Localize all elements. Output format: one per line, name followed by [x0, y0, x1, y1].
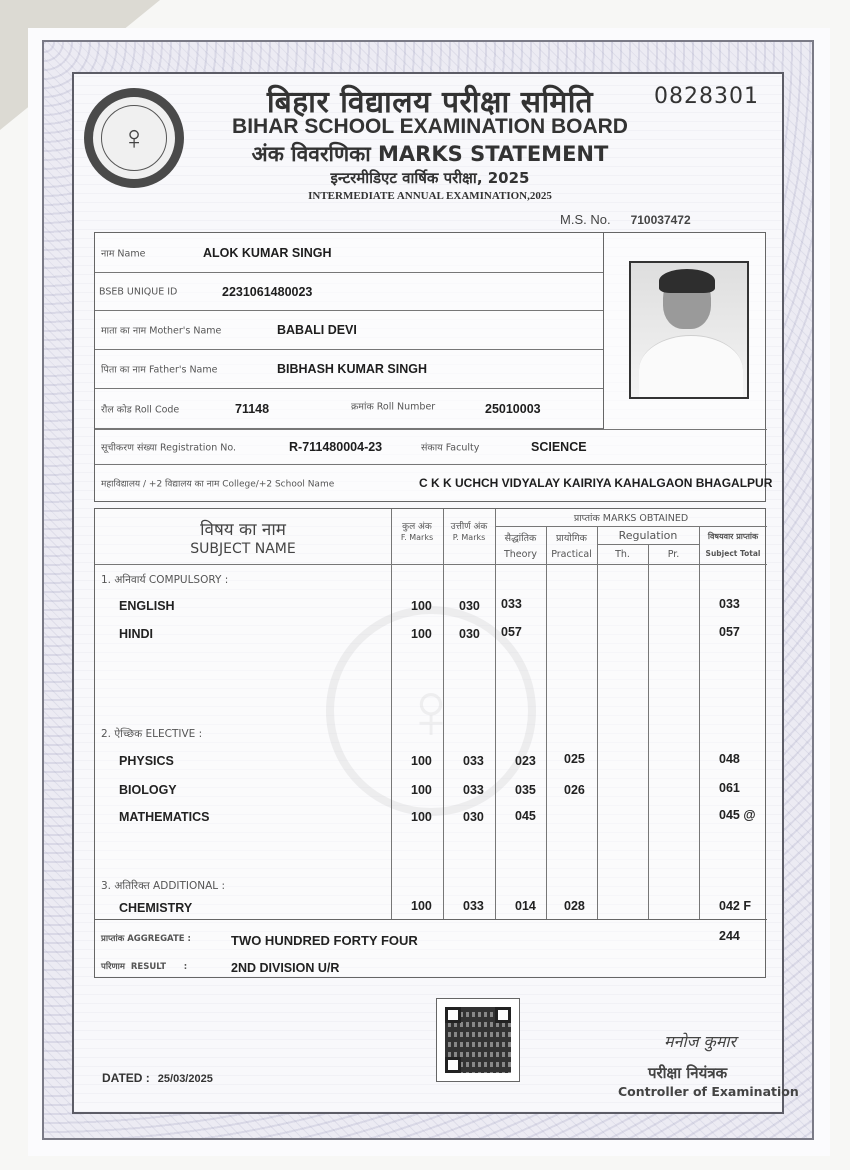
section-elective: 2. ऐच्छिक ELECTIVE : — [101, 728, 203, 740]
controller-title-english: Controller of Examination — [618, 1084, 799, 1099]
subject-total: 057 — [719, 625, 740, 639]
theory-marks: 014 — [515, 899, 536, 913]
roll-number-value: 25010003 — [485, 401, 541, 416]
college-value: C K K UCHCH VIDYALAY KAIRIYA KAHALGAON BHAGALPUR — [419, 476, 773, 490]
theory-header-english: Theory — [503, 549, 537, 560]
father-label: पिता का नाम Father's Name — [101, 364, 218, 376]
subject-name: HINDI — [119, 627, 154, 641]
name-label: नाम Name — [101, 248, 146, 259]
section-additional: 3. अतिरिक्त ADDITIONAL : — [101, 880, 226, 892]
practical-marks: 028 — [564, 899, 585, 913]
f-marks: 100 — [411, 754, 432, 768]
roll-number-label: क्रमांक Roll Number — [351, 401, 436, 412]
total-header-hindi: विषयवार प्राप्तांक — [707, 532, 759, 541]
father-value: BIBHASH KUMAR SINGH — [277, 362, 427, 376]
faculty-label: संकाय Faculty — [421, 442, 480, 454]
board-name-hindi: बिहार विद्यालय परीक्षा समिति — [266, 85, 594, 120]
subject-name: CHEMISTRY — [119, 901, 193, 915]
name-row — [95, 233, 603, 273]
student-photo — [629, 261, 749, 399]
theory-marks: 057 — [501, 625, 522, 639]
practical-marks: 026 — [564, 783, 585, 797]
ms-no-value: 710037472 — [630, 213, 691, 227]
p-marks: 033 — [463, 899, 484, 913]
roll-row — [95, 389, 603, 429]
mother-label: माता का नाम Mother's Name — [101, 325, 222, 337]
name-value: ALOK KUMAR SINGH — [203, 245, 332, 260]
subject-name: MATHEMATICS — [119, 810, 210, 824]
practical-header-english: Practical — [551, 549, 592, 560]
f-marks: 100 — [411, 899, 432, 913]
registration-row — [95, 429, 767, 465]
exam-name-english: INTERMEDIATE ANNUAL EXAMINATION,2025 — [308, 190, 552, 202]
f-marks: 100 — [411, 810, 432, 824]
watermark-seal-icon: ♀ — [326, 606, 536, 816]
pmarks-header-hindi: उत्तीर्ण अंक — [450, 522, 488, 532]
statement-title: अंक विवरणिका MARKS STATEMENT — [251, 142, 609, 166]
marks-table — [94, 508, 766, 978]
total-header-english: Subject Total — [705, 549, 761, 558]
subject-total: 045 @ — [719, 808, 756, 822]
ms-no-label: M.S. No. — [560, 212, 611, 227]
subject-total: 033 — [719, 597, 740, 611]
fmarks-header-hindi: कुल अंक — [402, 522, 432, 532]
theory-marks: 023 — [515, 754, 536, 768]
subject-name: BIOLOGY — [119, 783, 177, 797]
section-compulsory: 1. अनिवार्य COMPULSORY : — [101, 574, 229, 586]
aggregate-value: 244 — [719, 929, 740, 943]
f-marks: 100 — [411, 599, 432, 613]
theory-marks: 035 — [515, 783, 536, 797]
theory-marks: 033 — [501, 597, 522, 611]
controller-title-hindi: परीक्षा नियंत्रक — [648, 1064, 728, 1082]
subject-total: 048 — [719, 752, 740, 766]
regulation-header: Regulation — [618, 529, 678, 542]
p-marks: 030 — [459, 627, 480, 641]
registration-value: R-711480004-23 — [289, 440, 383, 454]
subject-header-hindi: विषय का नाम — [200, 520, 286, 540]
practical-header-hindi: प्रायोगिक — [556, 533, 587, 544]
mother-value: BABALI DEVI — [277, 323, 357, 337]
subject-total: 061 — [719, 781, 740, 795]
subject-name: ENGLISH — [119, 599, 175, 613]
result-value: 2ND DIVISION U/R — [231, 961, 340, 975]
unique-id-label: BSEB UNIQUE ID — [99, 286, 178, 297]
p-marks: 030 — [459, 599, 480, 613]
date-block — [102, 1071, 213, 1085]
unique-id-row — [95, 273, 603, 311]
father-row — [95, 350, 603, 389]
qr-code-icon — [436, 998, 520, 1082]
aggregate-label: प्राप्तांक AGGREGATE : — [101, 934, 191, 944]
faculty-value: SCIENCE — [531, 440, 587, 454]
mother-row — [95, 311, 603, 350]
dated-value: 25/03/2025 — [157, 1073, 213, 1085]
bseb-logo-icon: ♀ — [84, 88, 184, 188]
pmarks-header-english: P. Marks — [452, 533, 486, 542]
board-name-english: BIHAR SCHOOL EXAMINATION BOARD — [232, 115, 628, 138]
student-info — [94, 232, 773, 502]
subject-name: PHYSICS — [119, 754, 174, 768]
result-label: परिणाम RESULT : — [101, 962, 188, 972]
subject-header-english: SUBJECT NAME — [190, 541, 296, 557]
college-label: महाविद्यालय / +2 विद्यालय का नाम College/+2 School Name — [101, 479, 335, 490]
college-row — [95, 465, 773, 501]
practical-marks: 025 — [564, 752, 585, 766]
ms-number — [560, 212, 691, 227]
regulation-theory-header: Th. — [615, 549, 630, 560]
exam-name-hindi: इन्टरमीडिएट वार्षिक परीक्षा, 2025 — [330, 169, 530, 187]
p-marks: 030 — [463, 810, 484, 824]
regulation-practical-header: Pr. — [667, 549, 680, 560]
f-marks: 100 — [411, 783, 432, 797]
p-marks: 033 — [463, 783, 484, 797]
marks-obtained-header: प्राप्तांक MARKS OBTAINED — [573, 513, 689, 524]
roll-code-label: रौल कोड Roll Code — [101, 404, 180, 415]
roll-code-value: 71148 — [235, 401, 270, 416]
aggregate-words: TWO HUNDRED FORTY FOUR — [231, 933, 418, 948]
serial-number: 0828301 — [654, 84, 759, 109]
theory-header-hindi: सैद्धांतिक — [504, 533, 537, 544]
dated-label: DATED : — [102, 1071, 150, 1085]
subject-total: 042 F — [719, 899, 751, 913]
unique-id-value: 2231061480023 — [222, 284, 313, 299]
registration-label: सूचीकरण संख्या Registration No. — [101, 442, 237, 454]
controller-signature: मनोज कुमार — [664, 1032, 737, 1051]
fmarks-header-english: F. Marks — [400, 533, 434, 542]
p-marks: 033 — [463, 754, 484, 768]
photo-box — [603, 233, 767, 429]
f-marks: 100 — [411, 627, 432, 641]
theory-marks: 045 — [515, 809, 536, 823]
